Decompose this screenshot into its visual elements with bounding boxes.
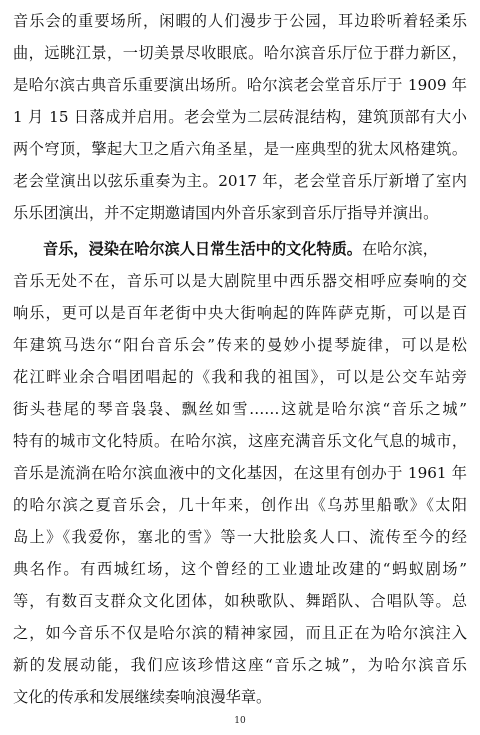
paragraph-line: 新的发展动能，我们应该珍惜这座“音乐之城”，为哈尔滨音乐 <box>13 656 467 674</box>
paragraph-line: 曲，远眺江景，一切美景尽收眼底。哈尔滨音乐厅位于群力新区， <box>13 44 467 62</box>
paragraph-line: 特有的城市文化特质。在哈尔滨，这座充满音乐文化气息的城市， <box>13 432 467 450</box>
paragraph-heading-rest: 在哈尔滨， <box>361 240 438 258</box>
paragraph-2 <box>13 233 467 713</box>
paragraph-line: 音乐是流淌在哈尔滨血液中的文化基因，在这里有创办于 1961 年 <box>13 464 467 482</box>
page-number: 10 <box>234 716 246 726</box>
paragraph-line: 两个穹顶，擎起大卫之盾六角圣星，是一座典型的犹太风格建筑。 <box>13 140 467 158</box>
paragraph-line: 响乐，更可以是百年老街中央大街响起的阵阵萨克斯，可以是百 <box>13 304 467 322</box>
paragraph-line: 音乐无处不在，音乐可以是大剧院里中西乐器交相呼应奏响的交 <box>13 272 467 290</box>
paragraph-line: 老会堂演出以弦乐重奏为主。2017 年，老会堂音乐厅新增了室内 <box>13 172 467 190</box>
paragraph-line: 岛上》《我爱你，塞北的雪》等一大批脍炙人口、流传至今的经 <box>13 528 467 546</box>
paragraph-line: 之，如今音乐不仅是哈尔滨的精神家园，而且正在为哈尔滨注入 <box>13 624 467 642</box>
paragraph-line: 街头巷尾的琴音袅袅、飘丝如雪……这就是哈尔滨“音乐之城” <box>13 400 467 418</box>
paragraph-line: 是哈尔滨古典音乐重要演出场所。哈尔滨老会堂音乐厅于 1909 年 <box>13 76 467 94</box>
paragraph-line: 花江畔业余合唱团唱起的《我和我的祖国》，可以是公交车站旁 <box>13 368 467 386</box>
paragraph-line: 乐乐团演出，并不定期邀请国内外音乐家到音乐厅指导并演出。 <box>13 204 439 222</box>
paragraph-line: 的哈尔滨之夏音乐会，几十年来，创作出《乌苏里船歌》《太阳 <box>13 496 467 514</box>
paragraph-line: 等，有数百支群众文化团体，如秧歌队、舞蹈队、合唱队等。总 <box>13 592 467 610</box>
paragraph-line: 音乐会的重要场所，闲暇的人们漫步于公园，耳边聆听着轻柔乐 <box>13 12 467 30</box>
paragraph-line: 文化的传承和发展继续奏响浪漫华章。 <box>13 688 272 706</box>
paragraph-1 <box>13 5 467 229</box>
paragraph-line: 年建筑马迭尔“阳台音乐会”传来的曼妙小提琴旋律，可以是松 <box>13 336 467 354</box>
paragraph-heading: 音乐，浸染在哈尔滨人日常生活中的文化特质。 <box>43 240 362 258</box>
paragraph-line: 1 月 15 日落成并启用。老会堂为二层砖混结构，建筑顶部有大小 <box>13 108 467 126</box>
paragraph-first-line <box>13 233 467 265</box>
paragraph-line: 典名作。有西城红场，这个曾经的工业遗址改建的“蚂蚁剧场” <box>13 560 467 578</box>
